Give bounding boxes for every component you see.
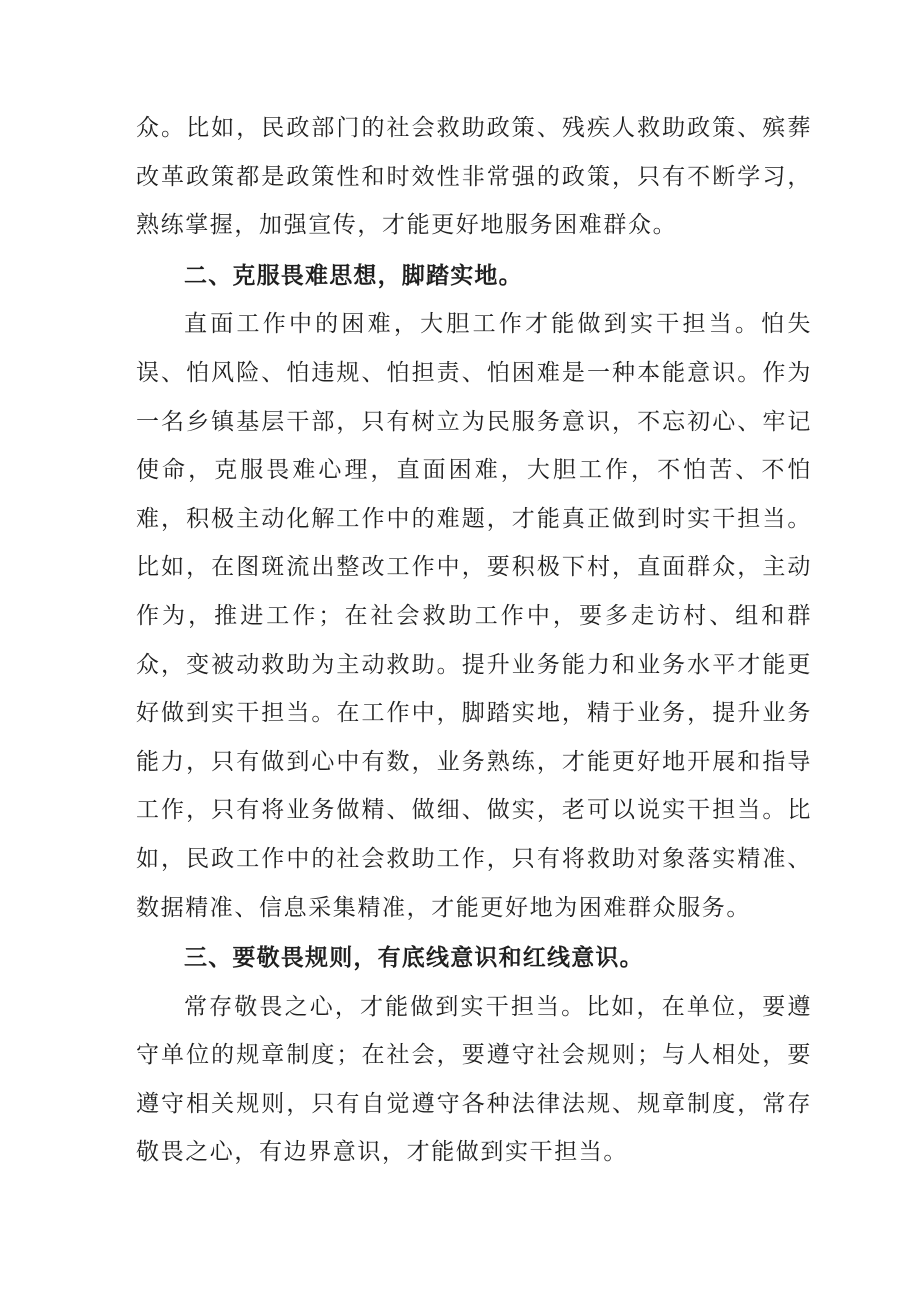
paragraph-section-two: 直面工作中的困难，大胆工作才能做到实干担当。怕失误、怕风险、怕违规、怕担责、怕困难是一种本能意识。作为一名乡镇基层干部，只有树立为民服务意识，不忘初心、牢记使命，克服畏难心理，直面困难，大胆工作，不怕苦、不怕难，积极主动化解工作中的难题，才能真正做到时实干担当。比如，在图斑流出整改工作中，要积极下村，直面群众，主动作为，推进工作；在社会救助工作中，要多走访村、组和群众，变被动救助为主动救助。提升业务能力和业务水平才能更好做到实干担当。在工作中，脚踏实地，精于业务，提升业务能力，只有做到心中有数，业务熟练，才能更好地开展和指导工作，只有将业务做精、做细、做实，老可以说实干担当。比如，民政工作中的社会救助工作，只有将救助对象落实精准、数据精准、信息采集精准，才能更好地为困难群众服务。 bbox=[136, 311, 812, 921]
paragraph-section-three: 常存敬畏之心，才能做到实干担当。比如，在单位，要遵守单位的规章制度；在社会，要遵守社会规则；与人相处，要遵守相关规则，只有自觉遵守各种法律法规、规章制度，常存敬畏之心，有边界意识，才能做到实干担当。 bbox=[136, 993, 812, 1166]
section-heading-three: 三、要敬畏规则，有底线意识和红线意识。 bbox=[184, 945, 644, 972]
document-body bbox=[136, 104, 812, 1177]
paragraph-continuation: 众。比如，民政部门的社会救助政策、残疾人救助政策、殡葬改革政策都是政策性和时效性非常强的政策，只有不断学习，熟练掌握，加强宣传，才能更好地服务困难群众。 bbox=[136, 115, 812, 239]
section-heading-two: 二、克服畏难思想，脚踏实地。 bbox=[184, 262, 523, 289]
